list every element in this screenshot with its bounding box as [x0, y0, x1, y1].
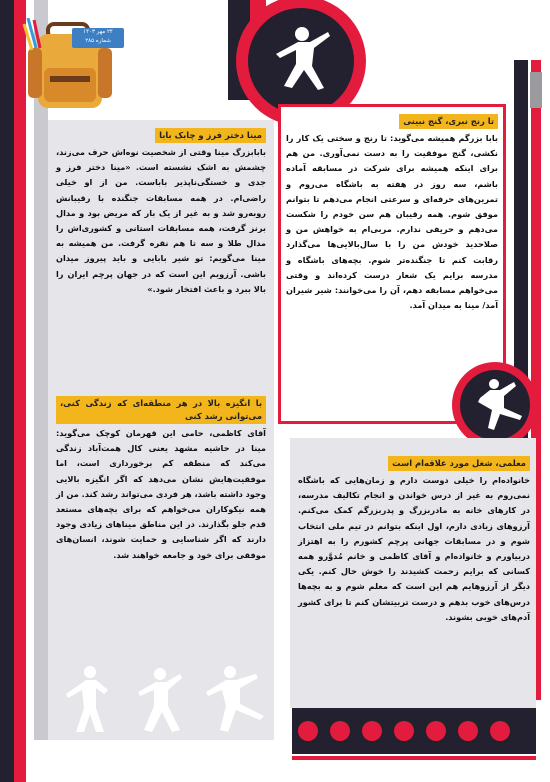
- left-dark-bar: [0, 0, 14, 782]
- section-2: [56, 128, 266, 297]
- mini-circle: [298, 721, 318, 741]
- karate-figure-icon: [258, 18, 344, 104]
- section-1: [286, 114, 498, 313]
- section-2-heading: مینا دختر فرز و چابک بابا: [155, 128, 266, 143]
- mini-circle: [330, 721, 350, 741]
- karate-figures-group-icon: [60, 660, 270, 736]
- mini-circle: [458, 721, 478, 741]
- section-1-heading: تا رنج نبری، گنج نبینی: [399, 114, 498, 129]
- bottom-karate-strip: [292, 708, 536, 754]
- right-grey-bar: [530, 72, 542, 108]
- section-2-body: بابابزرگ مینا وقتی از شخصیت نوه‌اش حرف می‌زند، چشمش به اشک نشسته است. «مینا دختر فرز و جدی و خستگی‌ناپذیر باباست. من از او خیلی راضی‌ام. در همه مسابقات جنگنده با رقیبانش روبه‌رو شد و به غیر از یک بار که مریض بود و مدال برنز گرفت، همه مسابقات استانی و کشوری‌اش را مدال طلا و سه تا هم نقره گرفت. من همیشه به مینا می‌گویم: تو شیر بابایی و باید پیروز میدان باشی. آرزویم این است که در جهان پرچم ایران را بالا ببرد و باعث افتخار شود.»: [56, 147, 266, 294]
- section-4-body: خانواده‌ام را خیلی دوست دارم و زمان‌هایی که باشگاه نمی‌روم به غیر از درس خواندن و انجام تکالیف مدرسه، در کارهای خانه به مادربزرگ و پدربزرگم کمک می‌کنم. آرزوهای زیادی دارم، اول اینکه بتوانم در تیم ملی انتخاب شوم و در مسابقات جهانی پرچم کشورم را به اهتزاز دربیاورم و خانواده‌ام و آقای کاظمی و خانم مُدوَّرو همه کسانی که برایم زحمت کشیدند را خوش حال کنم. یکی دیگر از آرزوهایم هم این است که معلم شوم و به بچه‌ها درس‌های خوب بدهم و درست تربیتشان کنم تا برای کشور آدم‌های خوبی بشوند.: [298, 475, 530, 622]
- mini-circle: [490, 721, 510, 741]
- mini-circle: [394, 721, 414, 741]
- mini-circle: [426, 721, 446, 741]
- section-3-body: آقای کاظمی، حامی این قهرمان کوچک می‌گوید: مینا در حاشیه مشهد یعنی کال همت‌آباد زندگی می‌کند که منطقه کم برخورداری است، اما موفقیت‌هایش نشان می‌دهد که اگر انگیزه بالایی وجود داشته باشد، هر فردی می‌تواند رشد کند. من از همه نیکوکاران می‌خواهم که برای بچه‌های مستعد قدم جلو بگذارند. در این مناطق میناهای زیادی وجود دارند که اگر شناسایی و حمایت شوند، انسان‌های موفقی برای خود و جامعه خواهند شد.: [56, 428, 266, 560]
- left-red-bar: [14, 0, 26, 782]
- karate-kick-icon: [464, 372, 528, 436]
- section-4: [298, 456, 530, 625]
- section-3-heading: با انگیزه بالا در هر منطقه‌ای که زندگی کنی، می‌توانی رشد کنی: [56, 396, 266, 424]
- section-3: [56, 396, 266, 563]
- section-1-body: بابا بزرگم همیشه می‌گوید: تا رنج و سختی یک کار را نکشی، گنج موفقیت را به دست نمی‌آوری. من هم برای اینکه همیشه برای شرکت در مسابقه آماده باشم، سه روز در هفته به باشگاه می‌روم و تمرین‌های حرفه‌ای و سرعتی انجام می‌دهم تا بتوانم موفق شوم. همه رقیبان هم سن خودم را شکست می‌دهم و حریفی ندارم. مربی‌ام به خواهش من و صلاحدید خودش من را با سال‌بالایی‌ها می‌گذارد رقابت کنم تا جنگنده‌تر شوم. بچه‌های باشگاه و مدرسه برایم یک شعار درست کرده‌اند و وقتی می‌خواهم مسابقه دهم، آن را می‌خوانند: شیر شیران آمد/ مینا به میدان آمد.: [286, 133, 498, 311]
- issue-label: ۲۴ مهر ۱۴۰۳ شماره ۲۸۵: [72, 28, 124, 48]
- bottom-red-line: [292, 756, 536, 760]
- mini-circle: [362, 721, 382, 741]
- section-4-heading: معلمی، شغل مورد علاقه‌ام است: [388, 456, 530, 471]
